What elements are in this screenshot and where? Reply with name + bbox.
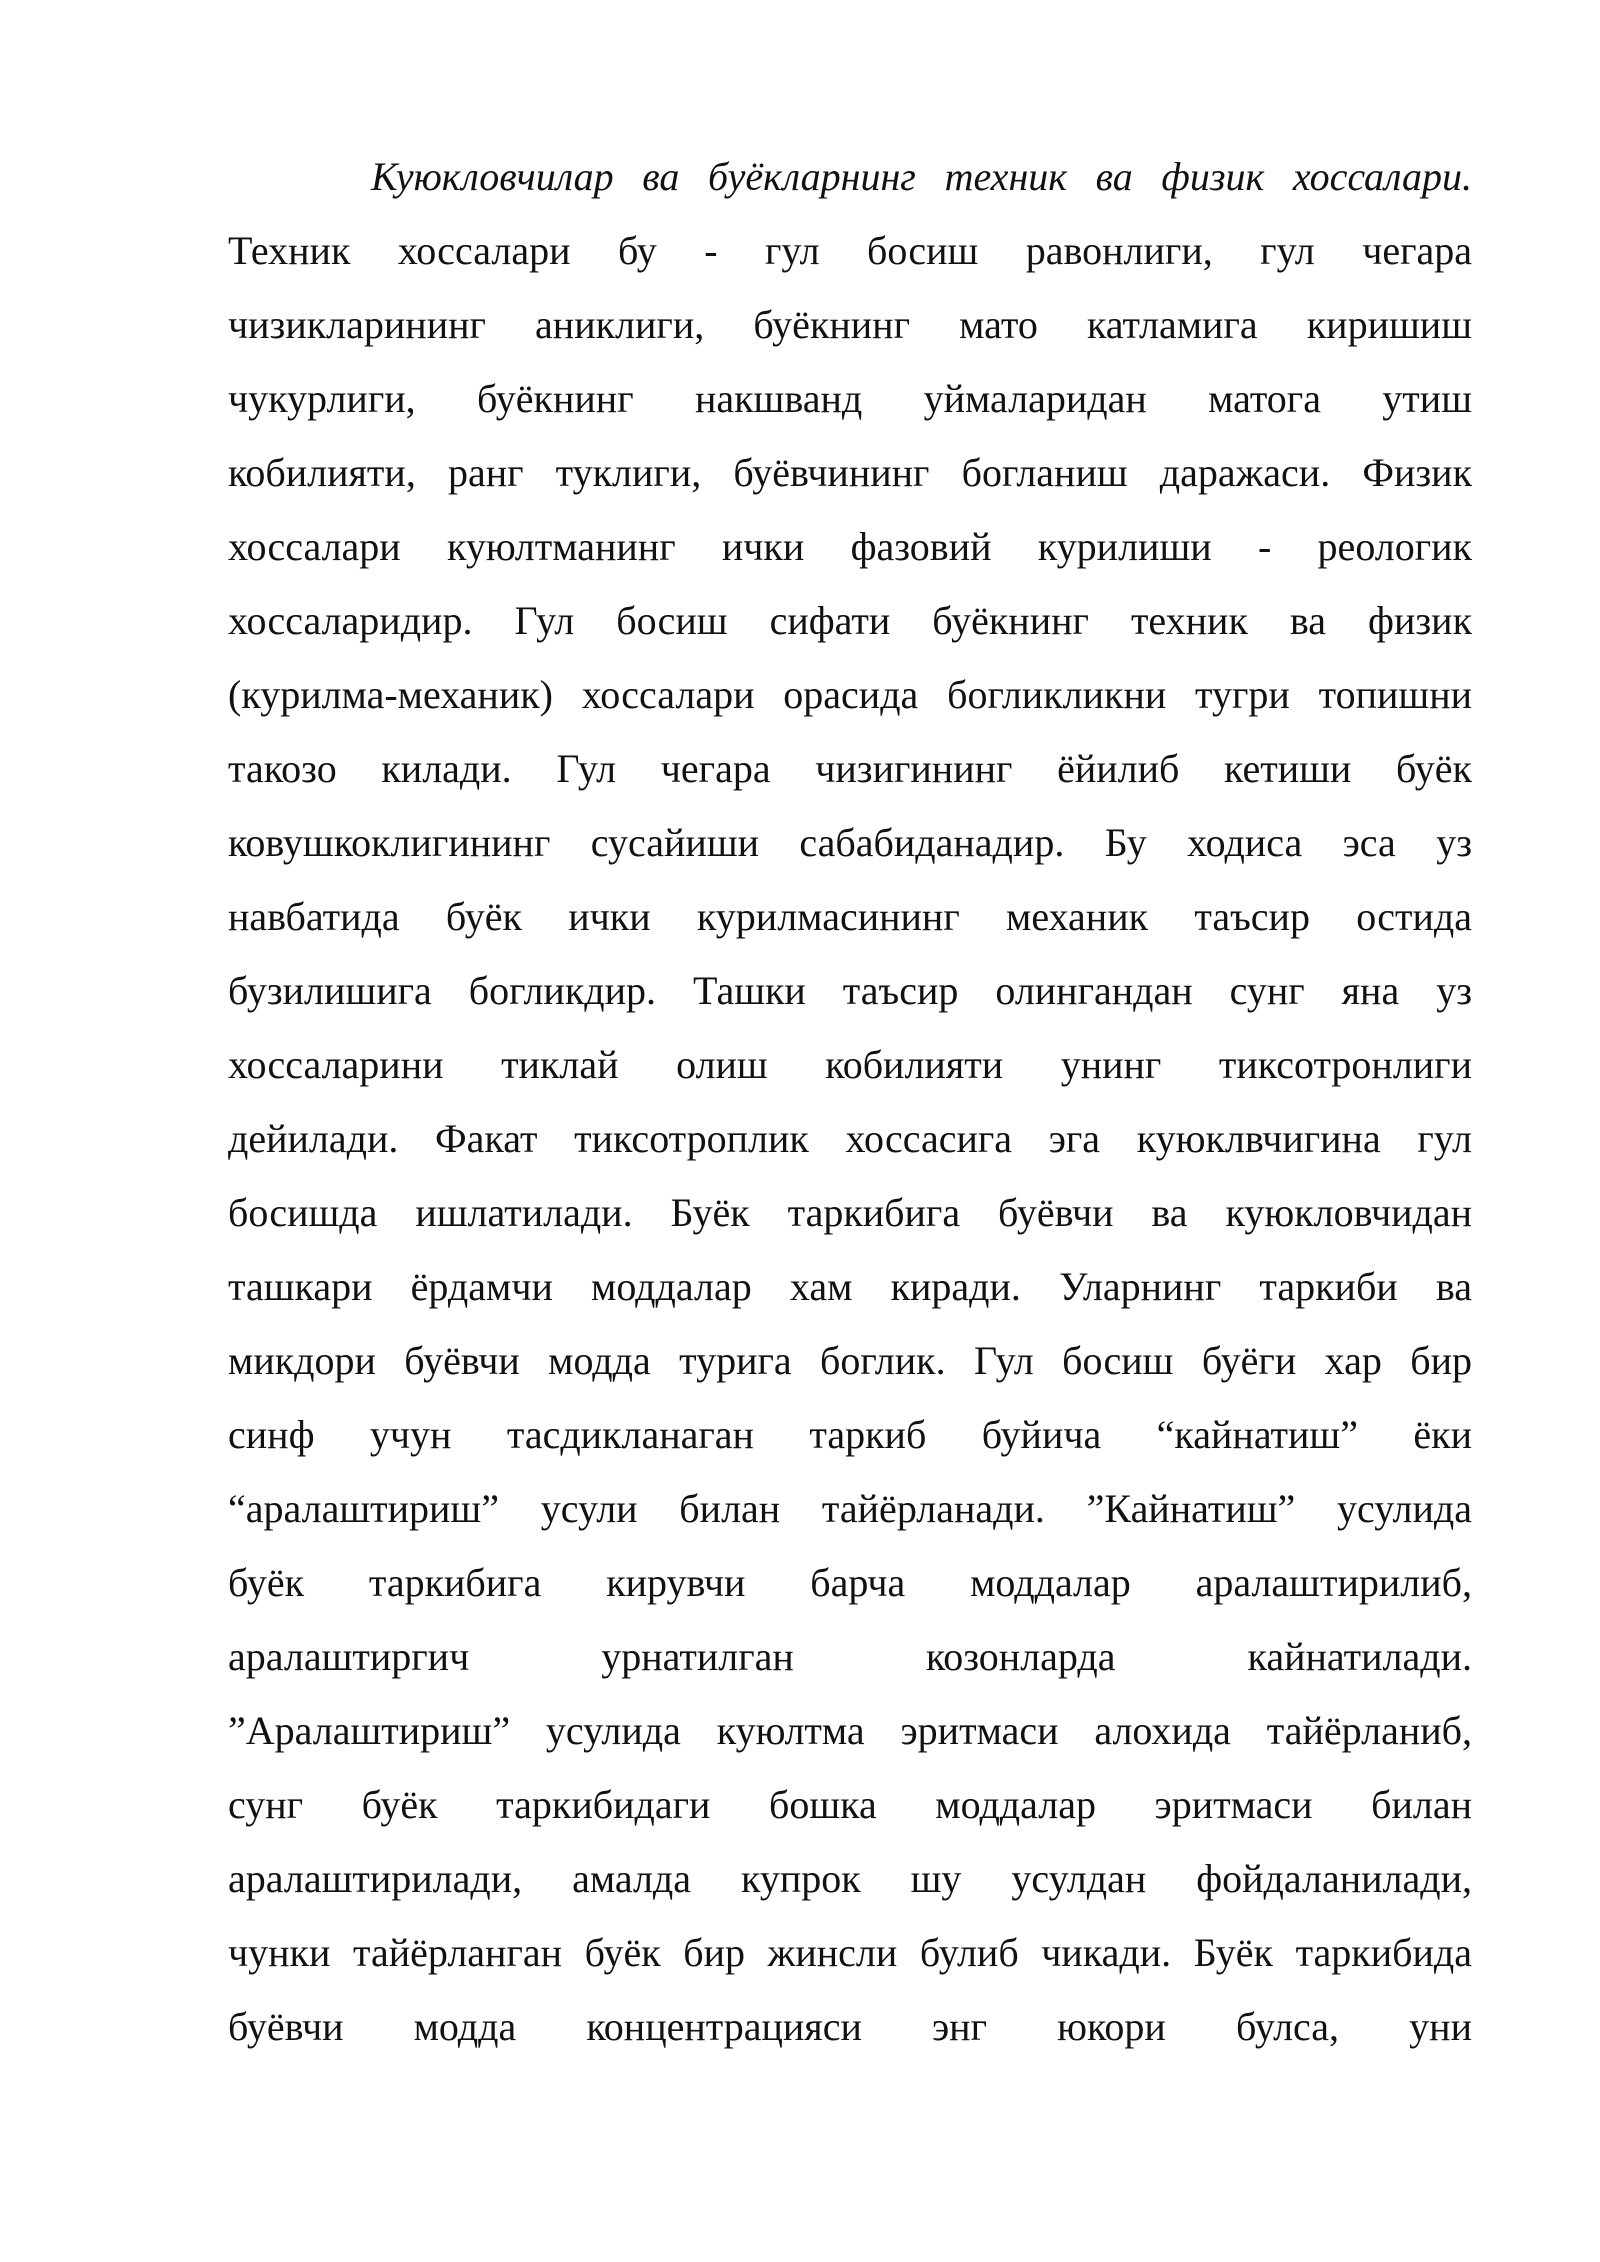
text-line: буёк таркибига кирувчи барча моддалар аралаштирилиб,	[228, 1560, 1472, 1605]
text-line: аралаштиргич урнатилган козонларда кайнатилади.	[228, 1634, 1472, 1679]
text-line: бузилишига богликдир. Ташки таъсир олингандан сунг яна уз	[228, 968, 1472, 1013]
text-line: такозо килади. Гул чегара чизигининг ёйилиб кетиши буёк	[228, 746, 1472, 791]
text-line: чунки тайёрланган буёк бир жинсли булиб чикади. Буёк таркибида	[228, 1930, 1472, 1975]
text-line: синф учун тасдикланаган таркиб буйича “кайнатиш” ёки	[228, 1412, 1472, 1457]
text-line: (курилма-механик) хоссалари орасида богликликни тугри топишни	[228, 672, 1472, 717]
text-line: аралаштирилади, амалда купрок шу усулдан фойдаланилади,	[228, 1856, 1472, 1901]
text-line: Техник хоссалари бу - гул босиш равонлиги, гул чегара	[228, 228, 1472, 273]
text-line: буёвчи модда концентрацияси энг юкори булса, уни	[228, 2004, 1472, 2049]
text-line: чизикларининг аниклиги, буёкнинг мато катламига киришиш	[228, 302, 1472, 347]
text-line: ташкари ёрдамчи моддалар хам киради. Уларнинг таркиби ва	[228, 1264, 1472, 1309]
text-line: дейилади. Факат тиксотроплик хоссасига эга куюклвчигина гул	[228, 1116, 1472, 1161]
text-line: микдори буёвчи модда турига боглик. Гул босиш буёги хар бир	[228, 1338, 1472, 1383]
text-line: сунг буёк таркибидаги бошка моддалар эритмаси билан	[228, 1782, 1472, 1827]
text-line: чукурлиги, буёкнинг накшванд уймаларидан матога утиш	[228, 376, 1472, 421]
text-line: хоссалари куюлтманинг ички фазовий курилиши - реологик	[228, 524, 1472, 569]
text-line: хоссаларини тиклай олиш кобилияти унинг тиксотронлиги	[228, 1042, 1472, 1087]
section-heading: Куюкловчилар ва буёкларнинг техник ва физик хоссалари.	[371, 154, 1472, 199]
document-page	[228, 140, 1472, 2064]
text-line: ковушкоклигининг сусайиши сабабиданадир. Бу ходиса эса уз	[228, 820, 1472, 865]
text-line: ”Аралаштириш” усулида куюлтма эритмаси алохида тайёрланиб,	[228, 1708, 1472, 1753]
text-line: кобилияти, ранг туклиги, буёвчининг богланиш даражаси. Физик	[228, 450, 1472, 495]
text-line: “аралаштириш” усули билан тайёрланади. ”Кайнатиш” усулида	[228, 1486, 1472, 1531]
text-line: хоссаларидир. Гул босиш сифати буёкнинг техник ва физик	[228, 598, 1472, 643]
text-line: навбатида буёк ички курилмасининг механик таъсир остида	[228, 894, 1472, 939]
text-line: босишда ишлатилади. Буёк таркибига буёвчи ва куюкловчидан	[228, 1190, 1472, 1235]
